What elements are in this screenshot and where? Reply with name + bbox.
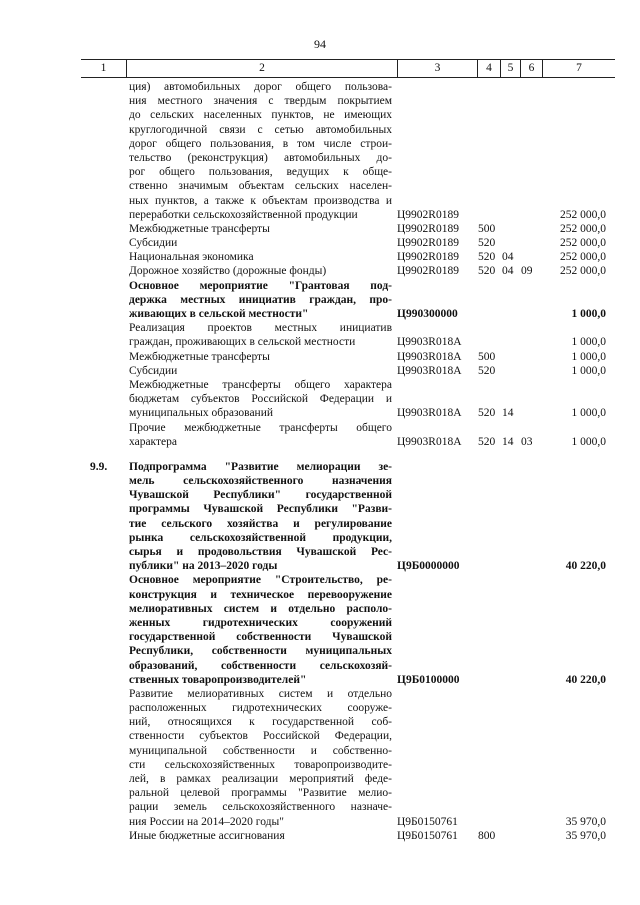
section-code: 04 bbox=[502, 265, 514, 278]
description-line: рог общего пользования, ведущих к обще- bbox=[129, 166, 392, 179]
description-line: ральной целевой программы "Развитие мелио- bbox=[129, 787, 392, 800]
table-row bbox=[0, 364, 640, 378]
description-line: муниципальной собственности и собственно- bbox=[129, 744, 392, 757]
page-number: 94 bbox=[314, 37, 326, 51]
description-line: Межбюджетные трансферты bbox=[129, 222, 270, 235]
description-line: бюджетам субъектов Российской Федерации и bbox=[129, 393, 392, 406]
expense-type-code bbox=[478, 208, 502, 222]
amount-value: 1 000,0 bbox=[571, 308, 606, 320]
description-line: Республики, собственности муниципальных bbox=[129, 645, 392, 658]
subsection-code bbox=[521, 250, 541, 264]
description-line: ных пунктов, а также к объектам производства и bbox=[129, 194, 392, 207]
expense-type-code bbox=[478, 559, 502, 573]
description-line: Развитие мелиоративных систем и отдельно bbox=[129, 687, 392, 700]
subsection-code bbox=[521, 815, 541, 829]
table-row bbox=[0, 250, 640, 264]
table-row bbox=[0, 421, 640, 449]
section-code: 14 bbox=[502, 435, 514, 448]
expense-type-code: 520 bbox=[478, 237, 496, 250]
description-line: Дорожное хозяйство (дорожные фонды) bbox=[129, 265, 327, 278]
description-line: тельство (реконструкция) автомобильных до- bbox=[129, 151, 392, 164]
description-line: Подпрограмма "Развитие мелиорации зе- bbox=[129, 460, 392, 473]
column-header-7: 7 bbox=[542, 60, 615, 77]
section-code bbox=[502, 829, 522, 843]
description-line: лей, в рамках реализации мероприятий феде- bbox=[129, 773, 392, 785]
description-line: Межбюджетные трансферты общего характера bbox=[129, 378, 392, 391]
description-line: ственно значимым объектам сельских населен- bbox=[129, 180, 392, 193]
row-description bbox=[129, 321, 392, 349]
amount-value: 40 220,0 bbox=[565, 560, 606, 573]
description-line: публики" на 2013–2020 годы bbox=[129, 560, 278, 573]
amount-value: 1 000,0 bbox=[571, 336, 606, 349]
subsection-code bbox=[521, 222, 541, 236]
subsection-code bbox=[521, 335, 541, 349]
subsection-code bbox=[521, 364, 541, 378]
section-code bbox=[502, 208, 522, 222]
table-row bbox=[0, 687, 640, 829]
section-code bbox=[502, 335, 522, 349]
amount-value: 1 000,0 bbox=[571, 350, 606, 363]
table-row bbox=[0, 236, 640, 250]
section-code: 14 bbox=[502, 407, 514, 420]
amount-value: 252 000,0 bbox=[560, 265, 606, 278]
row-description bbox=[129, 460, 392, 574]
expense-type-code bbox=[478, 673, 502, 687]
row-number: 9.9. bbox=[90, 460, 108, 473]
description-line: конструкция и техническое перевооружение bbox=[129, 588, 392, 601]
subsection-code bbox=[521, 673, 541, 687]
amount-value: 35 970,0 bbox=[565, 815, 606, 828]
amount-value: 252 000,0 bbox=[560, 251, 606, 264]
row-description bbox=[129, 250, 392, 264]
subsection-code bbox=[521, 208, 541, 222]
amount-value: 1 000,0 bbox=[571, 407, 606, 420]
section-code bbox=[502, 236, 522, 250]
section-code bbox=[502, 307, 522, 321]
subsection-code: 03 bbox=[521, 435, 533, 448]
description-line: рации земель сельскохозяйственного назначе- bbox=[129, 801, 392, 814]
description-line: до сельских населенных пунктов, не имеющих bbox=[129, 109, 392, 122]
table-row bbox=[0, 279, 640, 322]
description-line: живающих в сельской местности" bbox=[129, 308, 309, 320]
table-row bbox=[0, 460, 640, 574]
description-line: сырья и продовольствия Чувашской Рес- bbox=[129, 546, 392, 558]
target-article-code: Ц9903R018A bbox=[397, 435, 462, 448]
amount-value: 252 000,0 bbox=[560, 222, 606, 235]
subsection-code bbox=[521, 236, 541, 250]
description-line: держка местных инициатив граждан, про- bbox=[129, 293, 392, 306]
section-code: 04 bbox=[502, 251, 514, 264]
description-line: Субсидии bbox=[129, 237, 178, 250]
description-line: граждан, проживающих в сельской местности bbox=[129, 336, 356, 349]
description-line: Межбюджетные трансферты bbox=[129, 350, 270, 363]
description-line: ственности субъектов Российской Федерации, bbox=[129, 730, 392, 743]
table-row bbox=[0, 80, 640, 222]
amount-value: 252 000,0 bbox=[560, 208, 606, 221]
description-line: муниципальных образований bbox=[129, 407, 274, 420]
expense-type-code: 520 bbox=[478, 265, 496, 278]
table-row bbox=[0, 222, 640, 236]
description-line: дорог общего пользования, в том числе строи- bbox=[129, 137, 392, 150]
amount-value: 1 000,0 bbox=[571, 364, 606, 377]
subsection-code bbox=[521, 829, 541, 843]
description-line: Субсидии bbox=[129, 364, 178, 377]
target-article-code: Ц9Б0100000 bbox=[397, 673, 460, 686]
description-line: переработки сельскохозяйственной продукции bbox=[129, 208, 358, 221]
description-line: женных гидротехнических сооружений bbox=[129, 616, 392, 629]
table-row bbox=[0, 321, 640, 349]
target-article-code: Ц9902R0189 bbox=[397, 265, 459, 278]
table-row bbox=[0, 573, 640, 687]
section-code bbox=[502, 815, 522, 829]
description-line: ния России на 2014–2020 годы" bbox=[129, 815, 284, 828]
column-header-6: 6 bbox=[520, 60, 542, 77]
section-code bbox=[502, 364, 522, 378]
section-code bbox=[502, 559, 522, 573]
expense-type-code: 520 bbox=[478, 407, 496, 420]
column-header-5: 5 bbox=[500, 60, 520, 77]
section-code bbox=[502, 673, 522, 687]
table-row bbox=[0, 829, 640, 843]
row-description bbox=[129, 421, 392, 449]
table-row bbox=[0, 264, 640, 278]
row-description bbox=[129, 378, 392, 421]
expense-type-code bbox=[478, 307, 502, 321]
table-column-header bbox=[81, 59, 615, 78]
subsection-code: 09 bbox=[521, 265, 533, 278]
row-description bbox=[129, 687, 392, 829]
target-article-code: Ц9Б0150761 bbox=[397, 815, 458, 828]
target-article-code: Ц9902R0189 bbox=[397, 208, 459, 221]
row-description bbox=[129, 350, 392, 364]
amount-value: 35 970,0 bbox=[565, 829, 606, 842]
subsection-code bbox=[521, 559, 541, 573]
target-article-code: Ц9903R018A bbox=[397, 407, 462, 420]
row-description bbox=[129, 279, 392, 322]
target-article-code: Ц9902R0189 bbox=[397, 237, 459, 250]
target-article-code: Ц9Б0150761 bbox=[397, 829, 458, 842]
description-line: Основное мероприятие "Грантовая под- bbox=[129, 279, 392, 292]
description-line: ния местного значения с твердым покрытием bbox=[129, 95, 392, 108]
section-code bbox=[502, 222, 522, 236]
expense-type-code: 520 bbox=[478, 251, 496, 264]
description-line: Реализация проектов местных инициатив bbox=[129, 322, 392, 335]
column-header-4: 4 bbox=[477, 60, 500, 77]
row-description bbox=[129, 236, 392, 250]
subsection-code bbox=[521, 406, 541, 420]
description-line: Прочие межбюджетные трансферты общего bbox=[129, 421, 392, 434]
expense-type-code bbox=[478, 335, 502, 349]
description-line: рынка сельскохозяйственной продукции, bbox=[129, 531, 392, 544]
target-article-code: Ц9902R0189 bbox=[397, 251, 459, 264]
description-line: круглогодичной связи с сетью автомобильных bbox=[129, 123, 392, 136]
row-description bbox=[129, 264, 392, 278]
target-article-code: Ц990300000 bbox=[397, 308, 458, 320]
description-line: тие сельского хозяйства и регулирование bbox=[129, 517, 392, 530]
column-header-1: 1 bbox=[100, 62, 107, 74]
row-description bbox=[129, 829, 392, 843]
target-article-code: Ц9903R018A bbox=[397, 350, 462, 363]
expense-type-code: 520 bbox=[478, 364, 496, 377]
description-line: Чувашской Республики" государственной bbox=[129, 489, 392, 502]
target-article-code: Ц9903R018A bbox=[397, 364, 462, 377]
target-article-code: Ц9902R0189 bbox=[397, 222, 459, 235]
description-line: программы Чувашской Республики "Разви- bbox=[129, 503, 392, 516]
description-line: мель сельскохозяйственного назначения bbox=[129, 475, 392, 488]
column-header-2: 2 bbox=[126, 60, 397, 77]
description-line: расположенных гидротехнических сооруже- bbox=[129, 702, 392, 715]
subsection-code bbox=[521, 350, 541, 364]
description-line: образований, собственности сельскохозяй- bbox=[129, 659, 392, 672]
description-line: государственной собственности Чувашской bbox=[129, 631, 392, 644]
row-description bbox=[129, 222, 392, 236]
expense-type-code: 500 bbox=[478, 350, 496, 363]
expense-type-code: 800 bbox=[478, 829, 496, 842]
column-header-3: 3 bbox=[397, 60, 477, 77]
row-description bbox=[129, 80, 392, 222]
target-article-code: Ц9Б0000000 bbox=[397, 560, 460, 573]
description-line: ция) автомобильных дорог общего пользова- bbox=[129, 81, 392, 93]
description-line: ний, относящихся к государственной соб- bbox=[129, 716, 392, 729]
expense-type-code: 500 bbox=[478, 222, 496, 235]
amount-value: 1 000,0 bbox=[571, 435, 606, 448]
description-line: Национальная экономика bbox=[129, 251, 254, 264]
description-line: ственных товаропроизводителей" bbox=[129, 673, 307, 686]
description-line: характера bbox=[129, 435, 177, 448]
row-description bbox=[129, 364, 392, 378]
section-code bbox=[502, 350, 522, 364]
amount-value: 252 000,0 bbox=[560, 237, 606, 250]
amount-value: 40 220,0 bbox=[565, 673, 606, 686]
description-line: сти сельскохозяйственных товаропроизводите- bbox=[129, 758, 392, 771]
target-article-code: Ц9903R018A bbox=[397, 336, 462, 349]
table-row bbox=[0, 350, 640, 364]
expense-type-code bbox=[478, 815, 502, 829]
description-line: мелиоративных систем и отдельно располо- bbox=[129, 602, 392, 615]
description-line: Основное мероприятие "Строительство, ре- bbox=[129, 574, 392, 587]
budget-table-body bbox=[0, 80, 640, 843]
table-row bbox=[0, 378, 640, 421]
row-description bbox=[129, 573, 392, 687]
expense-type-code: 520 bbox=[478, 435, 496, 448]
subsection-code bbox=[521, 307, 541, 321]
description-line: Иные бюджетные ассигнования bbox=[129, 829, 285, 842]
